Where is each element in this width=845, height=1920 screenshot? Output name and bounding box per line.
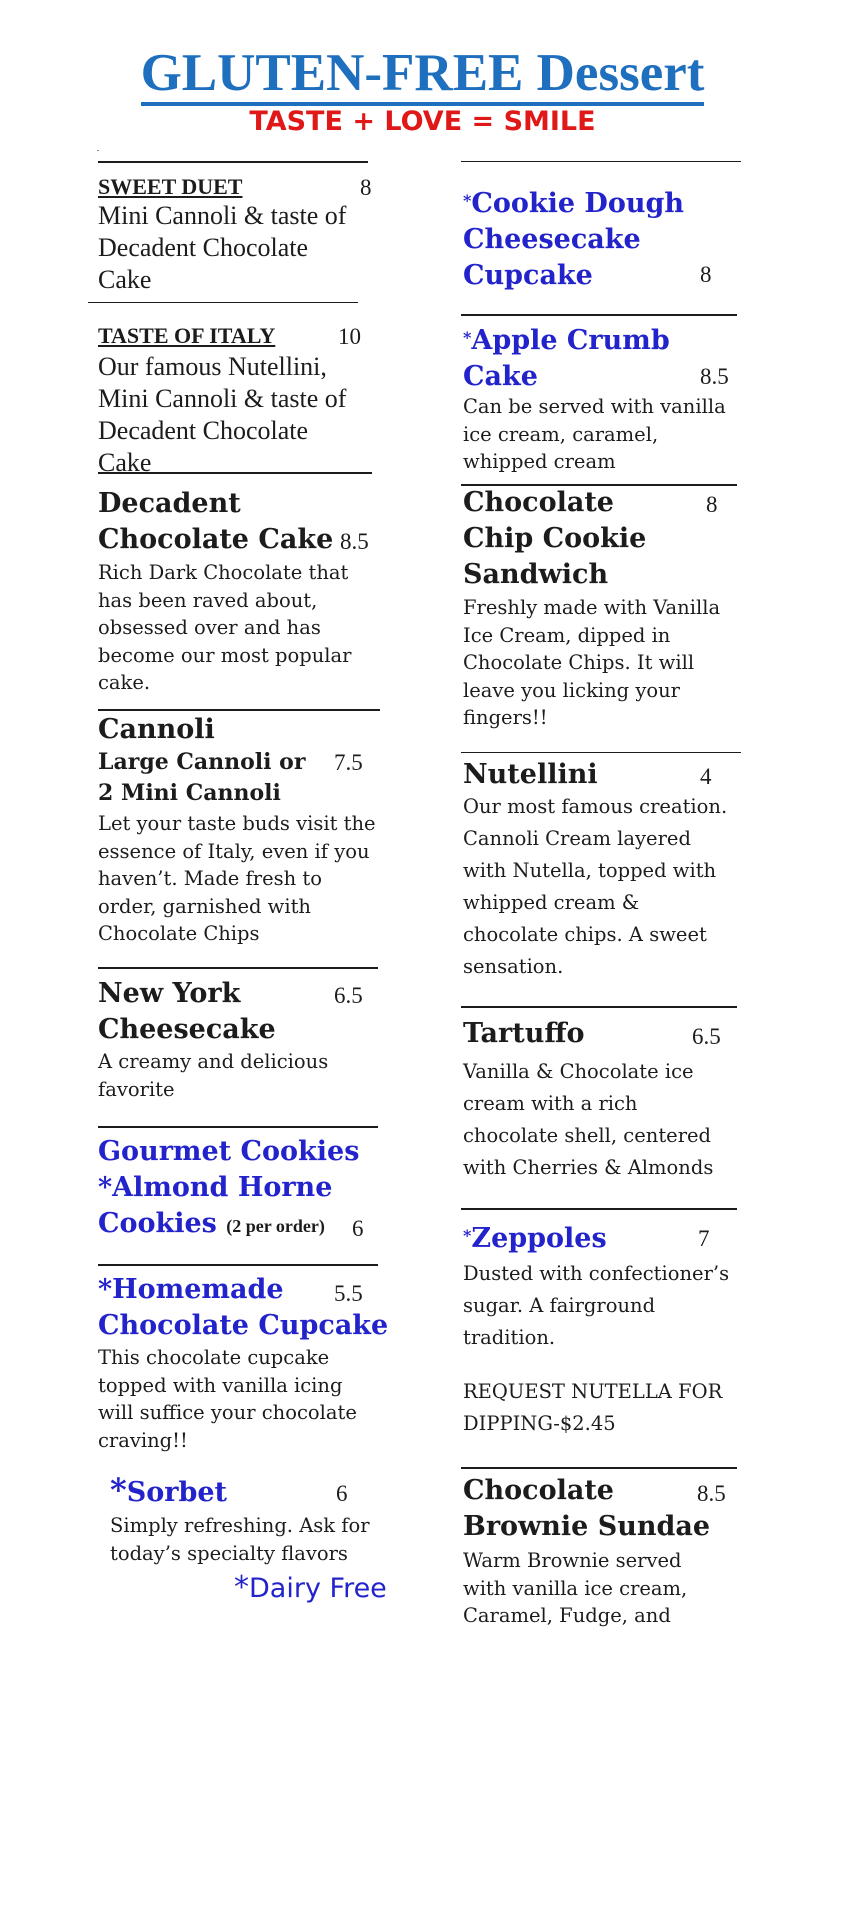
divider bbox=[88, 302, 358, 303]
divider bbox=[98, 472, 372, 474]
item-price-decadent-chocolate-cake: 8.5 bbox=[340, 529, 369, 554]
item-name-chocolate-brownie-sundae: Chocolate Brownie Sundae bbox=[463, 1475, 711, 1542]
divider bbox=[98, 709, 380, 711]
item-name-cannoli: Cannoli bbox=[98, 714, 215, 745]
item-price-apple-crumb-cake: 8.5 bbox=[700, 364, 729, 389]
item-price-new-york-cheesecake: 6.5 bbox=[334, 983, 363, 1008]
item-price-sweet-duet: 8 bbox=[360, 175, 372, 200]
item-name-cookie-dough-cheesecake-cupcake: *Cookie Dough Cheesecake Cupcake bbox=[463, 188, 684, 291]
item-price-chocolate-chip-cookie-sandwich: 8 bbox=[706, 492, 718, 517]
tagline: TASTE + LOVE = SMILE bbox=[249, 106, 596, 137]
item-price-zeppoles: 7 bbox=[698, 1226, 710, 1251]
item-desc-apple-crumb-cake: Can be served with vanilla ice cream, caramel, whipped cream bbox=[463, 395, 726, 473]
item-name-sorbet: *Sorbet bbox=[110, 1471, 227, 1509]
item-price-homemade-chocolate-cupcake: 5.5 bbox=[334, 1281, 363, 1306]
item-name-apple-crumb-cake: *Apple Crumb Cake bbox=[463, 325, 670, 392]
item-price-nutellini: 4 bbox=[700, 764, 712, 789]
item-desc-sorbet: Simply refreshing. Ask for today’s specialty flavors bbox=[110, 1514, 370, 1565]
divider bbox=[461, 314, 737, 316]
divider bbox=[461, 1006, 737, 1008]
item-name-sweet-duet: SWEET DUET bbox=[98, 174, 243, 199]
item-desc-chocolate-chip-cookie-sandwich: Freshly made with Vanilla Ice Cream, dipped in Chocolate Chips. It will leave you licking your fingers!! bbox=[463, 596, 721, 729]
item-price-cookie-dough-cheesecake-cupcake: 8 bbox=[700, 262, 712, 287]
divider bbox=[98, 1264, 378, 1266]
item-desc-nutellini: Our most famous creation. Cannoli Cream layered with Nutella, topped with whipped cream & chocolate chips. A sweet sensation. bbox=[463, 795, 728, 978]
item-sub-cannoli: Large Cannoli or 2 Mini Cannoli bbox=[98, 749, 306, 806]
item-price-tartuffo: 6.5 bbox=[692, 1024, 721, 1049]
item-desc-tartuffo: Vanilla & Chocolate ice cream with a rich chocolate shell, centered with Cherries & Almonds bbox=[463, 1060, 714, 1179]
item-desc-sweet-duet: Mini Cannoli & taste of Decadent Chocolate Cake bbox=[98, 201, 347, 294]
nutella-dipping-note: REQUEST NUTELLA FOR DIPPING-$2.45 bbox=[463, 1380, 723, 1435]
item-name-new-york-cheesecake: New York Cheesecake bbox=[98, 978, 276, 1045]
item-price-taste-of-italy: 10 bbox=[338, 324, 361, 349]
item-name-gourmet-cookies: Gourmet Cookies *Almond Horne Cookies (2 per order) bbox=[98, 1136, 360, 1239]
item-desc-zeppoles: Dusted with confectioner’s sugar. A fairground tradition. bbox=[463, 1262, 730, 1349]
divider bbox=[461, 1208, 737, 1210]
item-desc-decadent-chocolate-cake: Rich Dark Chocolate that has been raved about, obsessed over and has become our most popular cake. bbox=[98, 561, 352, 694]
item-desc-cannoli: Let your taste buds visit the essence of Italy, even if you haven’t. Made fresh to order, garnished with Chocolate Chips bbox=[98, 812, 376, 945]
item-name-tartuffo: Tartuffo bbox=[463, 1018, 585, 1049]
dairy-free-legend: *Dairy Free bbox=[234, 1570, 387, 1605]
item-price-sorbet: 6 bbox=[336, 1481, 348, 1506]
item-name-nutellini: Nutellini bbox=[463, 759, 598, 790]
item-name-homemade-chocolate-cupcake: *Homemade Chocolate Cupcake bbox=[98, 1274, 389, 1341]
item-price-chocolate-brownie-sundae: 8.5 bbox=[697, 1481, 726, 1506]
item-price-gourmet-cookies: 6 bbox=[352, 1216, 364, 1241]
item-name-chocolate-chip-cookie-sandwich: Chocolate Chip Cookie Sandwich bbox=[463, 487, 647, 590]
item-price-cannoli: 7.5 bbox=[334, 750, 363, 775]
divider bbox=[98, 1126, 378, 1128]
item-desc-homemade-chocolate-cupcake: This chocolate cupcake topped with vanilla icing will suffice your chocolate craving!! bbox=[98, 1346, 357, 1452]
item-desc-chocolate-brownie-sundae: Warm Brownie served with vanilla ice cream, Caramel, Fudge, and bbox=[463, 1549, 688, 1627]
divider bbox=[98, 967, 378, 969]
dot-mark bbox=[97, 150, 99, 151]
item-name-zeppoles: *Zeppoles bbox=[463, 1223, 607, 1254]
item-name-taste-of-italy: TASTE OF ITALY bbox=[98, 323, 276, 348]
divider bbox=[98, 161, 368, 163]
divider bbox=[461, 161, 741, 162]
divider bbox=[461, 752, 741, 753]
divider bbox=[461, 1467, 737, 1469]
page-title: GLUTEN-FREE Dessert bbox=[0, 42, 845, 104]
item-desc-taste-of-italy: Our famous Nutellini, Mini Cannoli & taste of Decadent Chocolate Cake bbox=[98, 352, 347, 477]
item-name-decadent-chocolate-cake: Decadent Chocolate Cake bbox=[98, 488, 334, 555]
item-desc-new-york-cheesecake: A creamy and delicious favorite bbox=[98, 1050, 329, 1101]
